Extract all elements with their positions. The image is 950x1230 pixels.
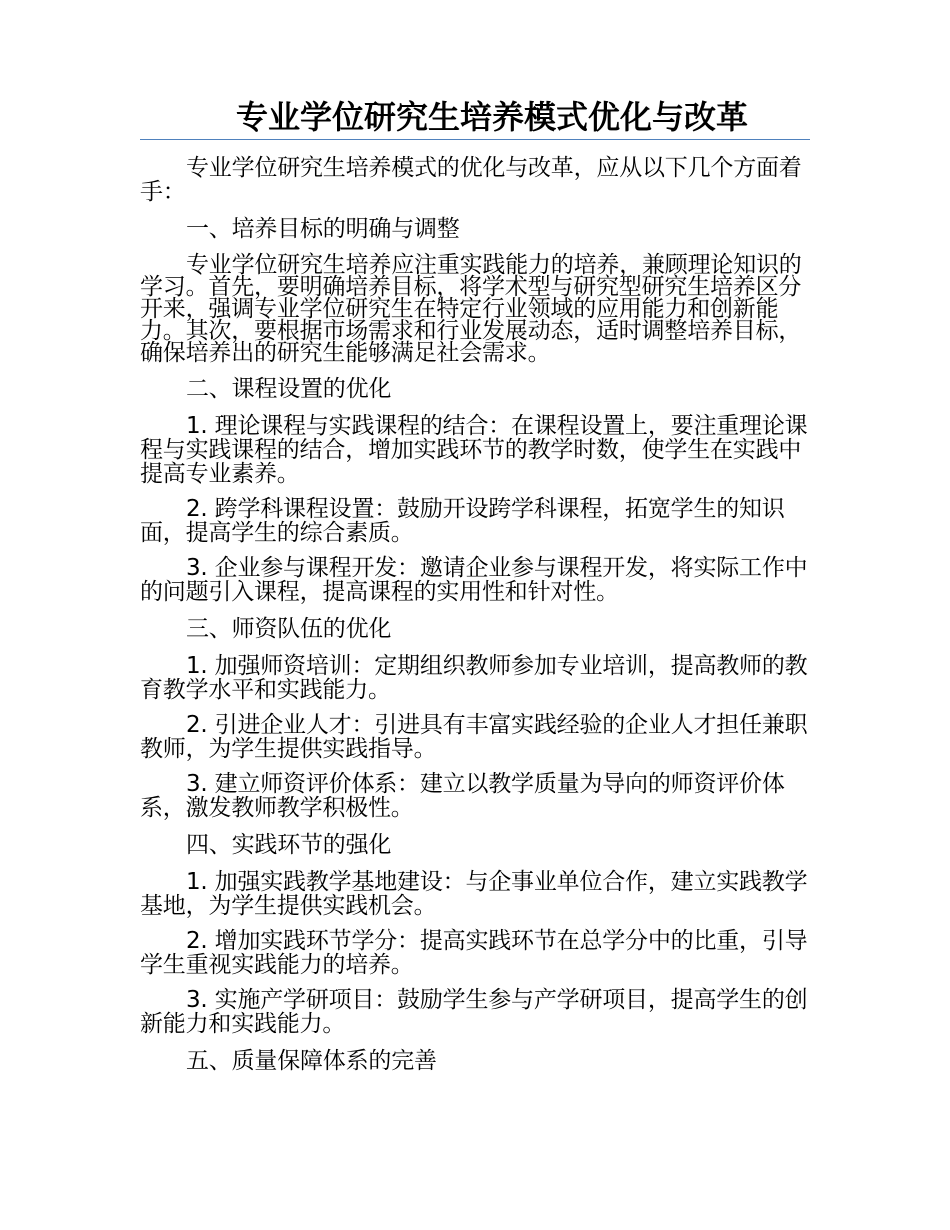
section-heading-1: 一、培养目标的明确与调整: [186, 216, 460, 242]
section-2-item-3: 3. 企业参与课程开发：邀请企业参与课程开发，将实际工作中的问题引入课程，提高课程的实用性和针对性。: [140, 555, 808, 605]
section-2-item-1: 1. 理论课程与实践课程的结合：在课程设置上，要注重理论课程与实践课程的结合，增加实践环节的教学时数，使学生在实践中提高专业素养。: [140, 413, 808, 487]
section-2-item-2: 2. 跨学科课程设置：鼓励开设跨学科课程，拓宽学生的知识面，提高学生的综合素质。: [140, 496, 785, 546]
section-4-item-2: 2. 增加实践环节学分：提高实践环节在总学分中的比重，引导学生重视实践能力的培养。: [140, 928, 808, 978]
section-3-item-3: 3. 建立师资评价体系：建立以教学质量为导向的师资评价体系，激发教师教学积极性。: [140, 771, 785, 821]
section-3-item-1: 1. 加强师资培训：定期组织教师参加专业培训，提高教师的教育教学水平和实践能力。: [140, 653, 808, 703]
document-body: [140, 156, 810, 1086]
title-underline: [140, 139, 810, 140]
intro-paragraph: 专业学位研究生培养模式的优化与改革，应从以下几个方面着手：: [140, 155, 802, 205]
section-4-item-3: 3. 实施产学研项目：鼓励学生参与产学研项目，提高学生的创新能力和实践能力。: [140, 987, 808, 1037]
section-heading-5: 五、质量保障体系的完善: [186, 1048, 437, 1074]
section-4-item-1: 1. 加强实践教学基地建设：与企事业单位合作，建立实践教学基地，为学生提供实践机会。: [140, 869, 808, 919]
section-heading-4: 四、实践环节的强化: [186, 832, 392, 858]
section-heading-2: 二、课程设置的优化: [186, 376, 392, 402]
document-title: 专业学位研究生培养模式优化与改革: [235, 98, 748, 136]
section-1-paragraph: 专业学位研究生培养应注重实践能力的培养，兼顾理论知识的学习。首先，要明确培养目标，将学术型与研究型研究生培养区分开来，强调专业学位研究生在特定行业领域的应用能力和创新能力。其次，要根据市场需求和行业发展动态，适时调整培养目标，确保培养出的研究生能够满足社会需求。: [140, 252, 802, 366]
section-3-item-2: 2. 引进企业人才：引进具有丰富实践经验的企业人才担任兼职教师，为学生提供实践指导。: [140, 712, 808, 762]
section-heading-3: 三、师资队伍的优化: [186, 616, 392, 642]
